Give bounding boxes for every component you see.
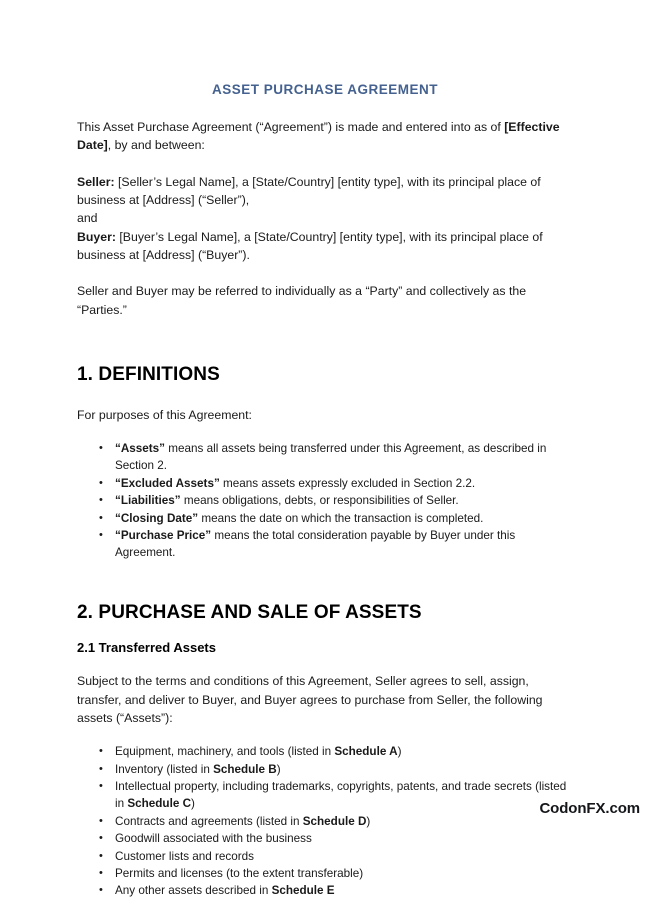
asset-text-post: ) bbox=[191, 797, 195, 811]
definition-term: “Assets” bbox=[115, 442, 166, 455]
seller-label: Seller: bbox=[77, 174, 115, 189]
definition-text: means the date on which the transaction is completed. bbox=[198, 511, 484, 525]
list-item bbox=[77, 492, 573, 509]
buyer-details: [Buyer’s Legal Name], a [State/Country] [entity type], with its principal place of business at [Address] (“Buyer”). bbox=[77, 229, 543, 262]
sub-heading-transferred-assets: 2.1 Transferred Assets bbox=[77, 639, 216, 655]
schedule-reference: Schedule D bbox=[302, 814, 367, 828]
asset-text: Inventory (listed in bbox=[115, 762, 214, 776]
asset-text: Goodwill associated with the business bbox=[115, 832, 312, 846]
list-item bbox=[77, 761, 573, 778]
list-item bbox=[77, 813, 573, 830]
schedule-reference: Schedule E bbox=[271, 884, 335, 898]
asset-text-post: ) bbox=[276, 762, 281, 776]
list-item bbox=[77, 882, 573, 899]
asset-text: Customer lists and records bbox=[115, 849, 255, 863]
intro-text-prefix: This Asset Purchase Agreement (“Agreement”) is made and entered into as of bbox=[77, 120, 505, 135]
asset-text: Intellectual property, including trademarks, copyrights, patents, and trade secrets (listed in bbox=[115, 779, 567, 811]
asset-text: Any other assets described in bbox=[115, 884, 272, 898]
schedule-reference: Schedule B bbox=[213, 762, 277, 776]
document-content bbox=[77, 0, 573, 900]
intro-text-suffix: , by and between: bbox=[107, 138, 205, 153]
parties-paragraph bbox=[77, 173, 573, 264]
list-item bbox=[77, 848, 573, 865]
list-item bbox=[77, 440, 573, 475]
buyer-label: Buyer: bbox=[77, 229, 116, 244]
transferred-assets-paragraph: Subject to the terms and conditions of this Agreement, Seller agrees to sell, assign, transfer, and deliver to Buyer, and Buyer agrees to purchase from Seller, the following assets (“Assets”): bbox=[77, 674, 543, 725]
definition-term: “Closing Date” bbox=[115, 511, 199, 525]
definition-term: “Liabilities” bbox=[115, 494, 181, 508]
asset-text: Equipment, machinery, and tools (listed in bbox=[115, 745, 335, 759]
asset-text-post: ) bbox=[366, 814, 371, 828]
asset-text: Contracts and agreements (listed in bbox=[115, 814, 303, 828]
parties-reference-note: Seller and Buyer may be referred to individually as a “Party” and collectively as the “Parties.” bbox=[77, 284, 527, 317]
intro-paragraph bbox=[77, 118, 573, 155]
asset-text: Permits and licenses (to the extent transferable) bbox=[115, 867, 364, 881]
definition-text: means assets expressly excluded in Section 2.2. bbox=[219, 476, 476, 490]
definition-term: “Purchase Price” bbox=[115, 529, 212, 543]
document-title: ASSET PURCHASE AGREEMENT bbox=[211, 82, 439, 97]
schedule-reference: Schedule A bbox=[334, 745, 398, 759]
seller-details: [Seller’s Legal Name], a [State/Country] [entity type], with its principal place of business at [Address] (“Seller”), bbox=[77, 174, 541, 208]
list-item bbox=[77, 743, 573, 760]
effective-date-placeholder: [Effective Date] bbox=[77, 120, 560, 153]
definition-text: means all assets being transferred under this Agreement, as described in Section 2. bbox=[115, 442, 547, 473]
definition-text: means obligations, debts, or responsibilities of Seller. bbox=[180, 494, 459, 508]
definitions-list bbox=[77, 440, 573, 562]
transferred-assets-list bbox=[77, 743, 573, 900]
asset-text-post: ) bbox=[397, 745, 402, 759]
list-item bbox=[77, 527, 573, 562]
list-item bbox=[77, 865, 573, 882]
list-item bbox=[77, 475, 573, 492]
section-heading-purchase-and-sale: 2. PURCHASE AND SALE OF ASSETS bbox=[77, 601, 422, 623]
definition-text: means the total consideration payable by Buyer under this Agreement. bbox=[115, 529, 516, 560]
site-watermark: CodonFX.com bbox=[539, 800, 640, 817]
definitions-lead-in: For purposes of this Agreement: bbox=[77, 407, 252, 422]
list-item bbox=[77, 510, 573, 527]
schedule-reference: Schedule C bbox=[127, 797, 192, 811]
definition-term: “Excluded Assets” bbox=[115, 476, 220, 490]
parties-conjunction: and bbox=[77, 211, 98, 226]
section-heading-definitions: 1. DEFINITIONS bbox=[77, 363, 220, 385]
list-item bbox=[77, 778, 573, 813]
